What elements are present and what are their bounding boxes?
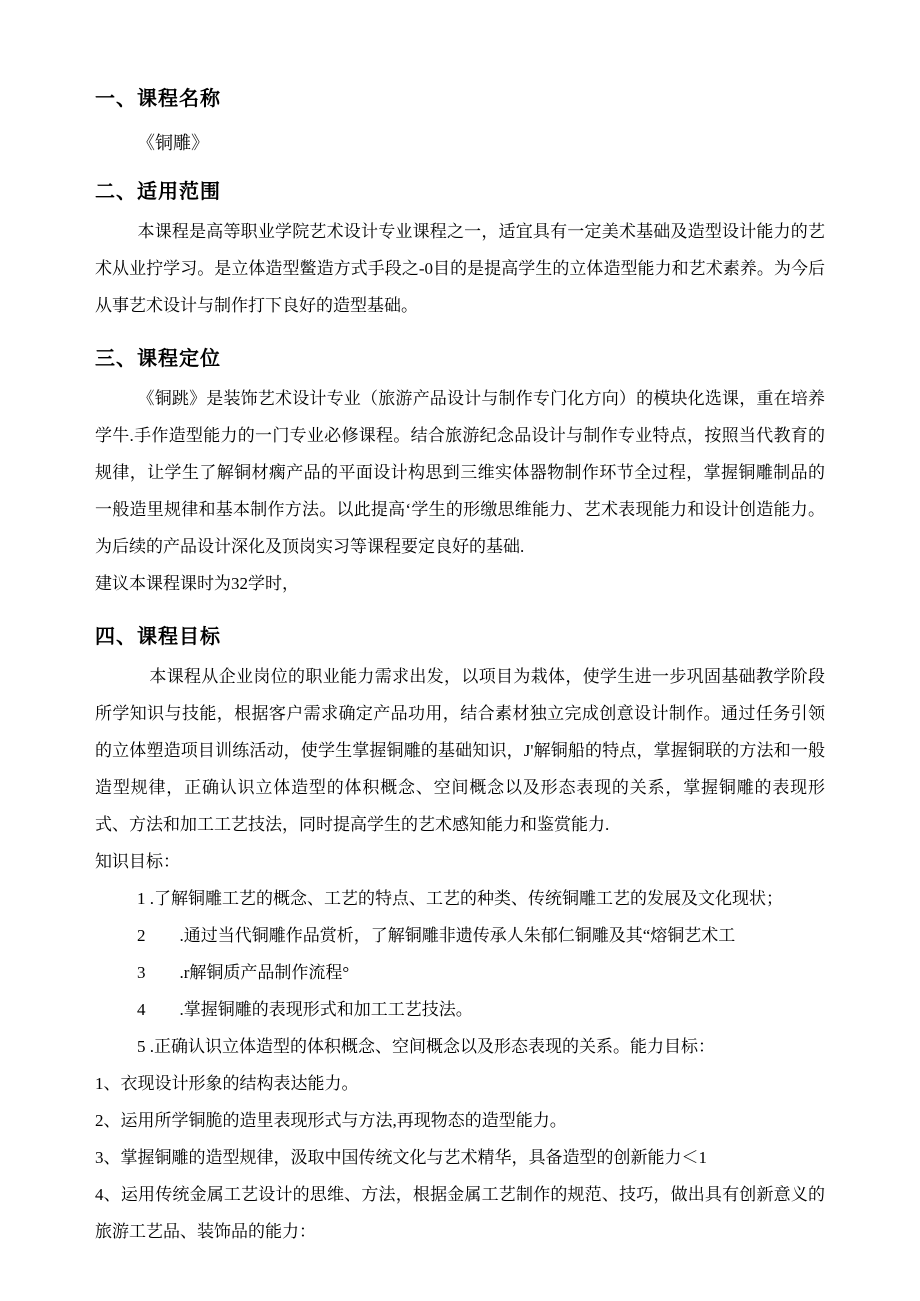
class-hours-note: 建议本课程课时为32学时，: [95, 574, 299, 593]
section-heading-objectives: 四、课程目标: [95, 626, 221, 648]
ability-goal-item-1: 1、衣现设计形象的结构表达能力。: [95, 1074, 359, 1093]
knowledge-goals-label: 知识目标：: [95, 852, 180, 871]
ability-goal-item-4: 4、运用传统金属工艺设计的思维、方法，根据金属工艺制作的规范、技巧，做出具有创新意义的旅游工艺品、装饰品的能力：: [95, 1185, 825, 1241]
section-heading-scope: 二、适用范围: [95, 181, 221, 203]
knowledge-goal-item-3: 3 .r解铜质产品制作流程°: [137, 963, 350, 982]
knowledge-goal-item-2: 2 .通过当代铜雕作品赏析，了解铜雕非遗传承人朱郁仁铜雕及其“熔铜艺术工: [137, 926, 736, 945]
positioning-paragraph: 《铜跳》是装饰艺术设计专业（旅游产品设计与制作专门化方向）的模块化选课，重在培养学牛.手作造型能力的一门专业必修课程。结合旅游纪念品设计与制作专业特点，按照当代教育的规律，让学生了解铜材瘸产品的平面设计构思到三维实体器物制作环节全过程，掌握铜雕制品的一般造里规律和基本制作方法。以此提高‘学生的形缴思维能力、艺术表现能力和设计创造能力。为后续的产品设计深化及顶岗实习等课程要定良好的基础.: [95, 389, 825, 556]
ability-goal-item-3: 3、掌握铜雕的造型规律，汲取中国传统文化与艺术精华，具备造型的创新能力＜1: [95, 1148, 707, 1167]
ability-goal-item-2: 2、运用所学铜脆的造里表现形式与方法,再现物态的造型能力。: [95, 1111, 567, 1130]
scope-paragraph: 本课程是高等职业学院艺术设计专业课程之一，适宜具有一定美术基础及造型设计能力的艺术从业拧学习。是立体造型鳖造方式手段之-0目的是提高学生的立体造型能力和艺术素养。为今后从事艺术设计与制作打下良好的造型基础。: [95, 222, 825, 315]
knowledge-goal-item-1: 1 .了解铜雕工艺的概念、工艺的特点、工艺的种类、传统铜雕工艺的发展及文化现状；: [137, 889, 783, 908]
course-title: 《铜雕》: [137, 133, 209, 153]
section-heading-course-name: 一、课程名称: [95, 88, 221, 110]
knowledge-goal-item-4: 4 .掌握铜雕的表现形式和加工工艺技法。: [137, 1000, 473, 1019]
knowledge-goal-item-5: 5 .正确认识立体造型的体积概念、空间概念以及形态表现的关系。能力目标：: [137, 1037, 715, 1056]
section-heading-positioning: 三、课程定位: [95, 348, 221, 370]
objectives-paragraph: 本课程从企业岗位的职业能力需求出发，以项目为栽体，使学生进一步巩固基础教学阶段所学知识与技能，根据客户需求确定产品功用，结合素材独立完成创意设计制作。通过任务引领的立体塑造项目训练活动，使学生掌握铜雕的基础知识，J'解铜船的特点，掌握铜联的方法和一般造型规律，正确认识立体造型的体积概念、空间概念以及形态表现的关系，掌握铜雕的表现形式、方法和加工工艺技法，同时提高学生的艺术感知能力和鉴赏能力.: [95, 667, 825, 834]
